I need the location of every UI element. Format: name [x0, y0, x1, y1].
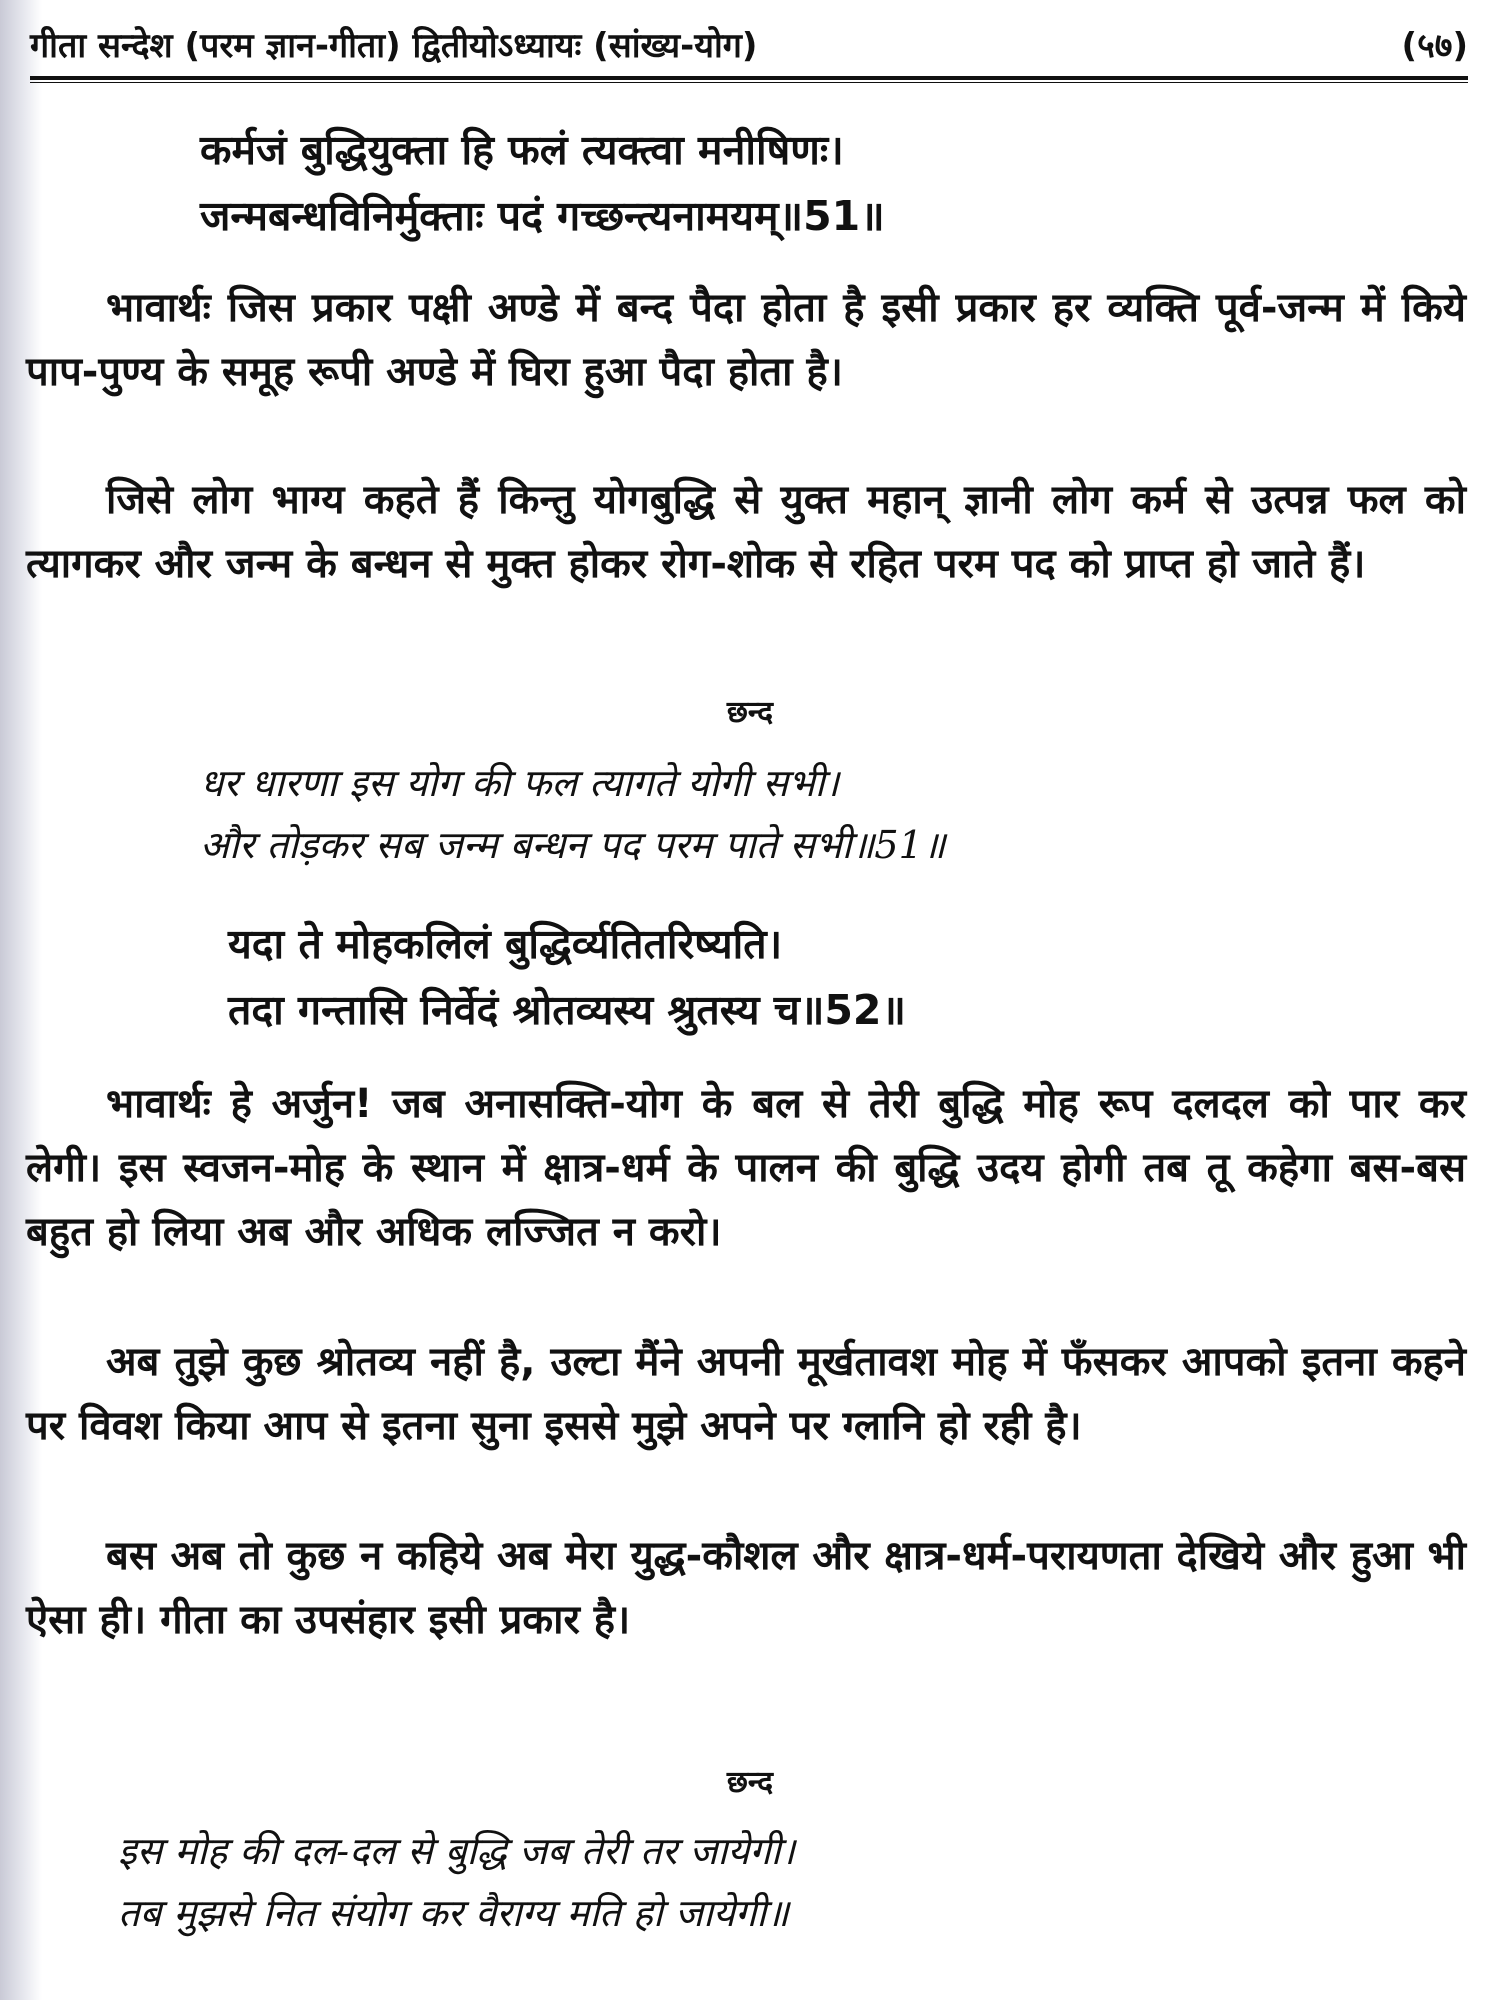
chhand-label: छन्द — [726, 1765, 774, 1800]
chhand-52-line-2: तब मुझसे नित संयोग कर वैराग्य मति हो जायेगी॥ — [118, 1891, 789, 1935]
bhavarth-label: भावार्थः — [106, 285, 211, 331]
chhand-label: छन्द — [726, 695, 774, 730]
verse-52 — [228, 912, 1348, 1042]
bhavarth-51-paragraph-2: जिसे लोग भाग्य कहते हैं किन्तु योगबुद्धि से युक्त महान् ज्ञानी लोग कर्म से उत्पन्न फल को त्यागकर और जन्म के बन्धन से मुक्त होकर रोग-शोक से रहित परम पद को प्राप्त हो जाते हैं। — [26, 477, 1466, 587]
page-number: (५७) — [1401, 26, 1468, 66]
bhavarth-label: भावार्थः — [106, 1081, 211, 1127]
header-rule-thin — [30, 82, 1468, 83]
chhand-51-line-2: और तोड़कर सब जन्म बन्धन पद परम पाते सभी॥51॥ — [200, 823, 946, 867]
chhand-52 — [118, 1820, 795, 1944]
bhavarth-52-paragraph-2: अब तुझे कुछ श्रोतव्य नहीं है, उल्टा मैंने अपनी मूर्खतावश मोह में फँसकर आपको इतना कहने पर विवश किया आप से इतना सुना इससे मुझे अपने पर ग्लानि हो रही है। — [26, 1339, 1466, 1449]
verse-51-line-2: जन्मबन्धविनिर्मुक्ताः पदं गच्छन्त्यनामयम्॥51॥ — [200, 192, 885, 240]
verse-51-line-1: कर्मजं बुद्धियुक्ता हि फलं त्यक्त्वा मनीषिणः। — [200, 126, 844, 174]
verse-52-line-1: यदा ते मोहकलिलं बुद्धिर्व्यतितरिष्यति। — [228, 920, 783, 968]
bhavarth-51-text-1: जिस प्रकार पक्षी अण्डे में बन्द पैदा होता है इसी प्रकार हर व्यक्ति पूर्व-जन्म में किये पाप-पुण्य के समूह रूपी अण्डे में घिरा हुआ पैदा होता है। — [26, 285, 1466, 395]
verse-52-line-2: तदा गन्तासि निर्वेदं श्रोतव्यस्य श्रुतस्य च॥52॥ — [228, 986, 906, 1034]
chhand-51 — [200, 752, 946, 876]
bhavarth-52-text-1: हे अर्जुन! जब अनासक्ति-योग के बल से तेरी बुद्धि मोह रूप दलदल को पार कर लेगी। इस स्वजन-मोह के स्थान में क्षात्र-धर्म के पालन की बुद्धि उदय होगी तब तू कहेगा बस-बस बहुत हो लिया अब और अधिक लज्जित न करो। — [26, 1081, 1466, 1255]
header-title: गीता सन्देश (परम ज्ञान-गीता) द्वितीयोऽध्यायः (सांख्य-योग) — [30, 26, 758, 66]
verse-51 — [200, 118, 1320, 248]
chhand-52-line-1: इस मोह की दल-दल से बुद्धि जब तेरी तर जायेगी। — [118, 1829, 795, 1873]
bhavarth-52-paragraph-1 — [26, 1072, 1466, 1264]
bhavarth-52-paragraph-3: बस अब तो कुछ न कहिये अब मेरा युद्ध-कौशल और क्षात्र-धर्म-परायणता देखिये और हुआ भी ऐसा ही। गीता का उपसंहार इसी प्रकार है। — [26, 1533, 1466, 1643]
running-header — [30, 22, 1468, 70]
bhavarth-51-paragraph-1 — [26, 276, 1466, 404]
chhand-51-line-1: धर धारणा इस योग की फल त्यागते योगी सभी। — [200, 761, 840, 805]
header-rule — [30, 76, 1468, 80]
